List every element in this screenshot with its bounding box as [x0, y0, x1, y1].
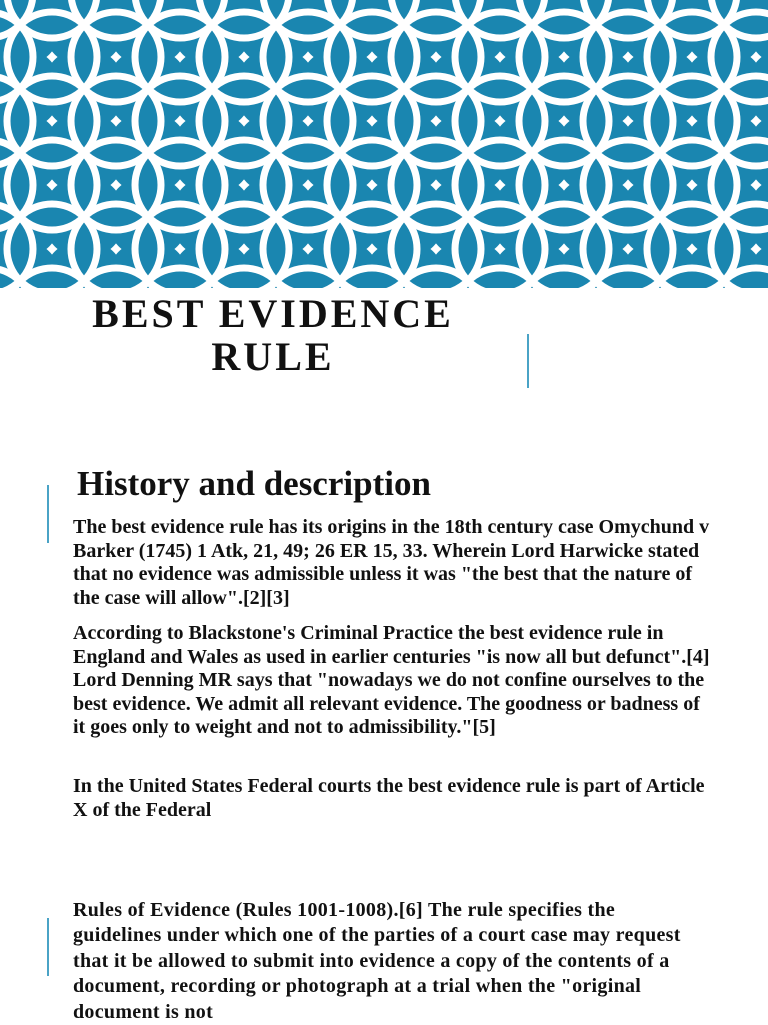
title-accent-line [527, 334, 529, 388]
slide-title [40, 292, 506, 378]
paragraph-federal-rules: Rules of Evidence (Rules 1001-1008).[6] The rule specifies the guidelines under which one of the parties of a court case may request that it be allowed to submit into evidence a copy of the contents of a document, recording or photograph at a trial when the "original document is not [73, 899, 681, 1023]
title-line-1: BEST EVIDENCE [92, 291, 454, 336]
paragraph-us-courts: In the United States Federal courts the best evidence rule is part of Article X of the Federal [73, 775, 705, 821]
paragraph-blackstone: According to Blackstone's Criminal Practice the best evidence rule in England and Wales as used in earlier centuries "is now all but defunct".[4] Lord Denning MR says that "nowadays we do not confine ourselves to the best evidence. We admit all relevant evidence. The goodness or badness of it goes only to weight and not to admissibility."[5] [73, 622, 710, 738]
title-line-2: RULE [211, 334, 335, 379]
circle-pattern-graphic [0, 0, 768, 288]
patterned-banner [0, 0, 768, 288]
section-heading: History and description [77, 464, 431, 503]
section-accent-line [47, 485, 49, 543]
paragraph-origins: The best evidence rule has its origins in the 18th century case Omychund v Barker (1745) 1 Atk, 21, 49; 26 ER 15, 33. Wherein Lord Harwicke stated that no evidence was admissible unless it was "the best that the nature of the case will allow".[2][3] [73, 516, 710, 609]
slide3-accent-line [47, 918, 49, 976]
